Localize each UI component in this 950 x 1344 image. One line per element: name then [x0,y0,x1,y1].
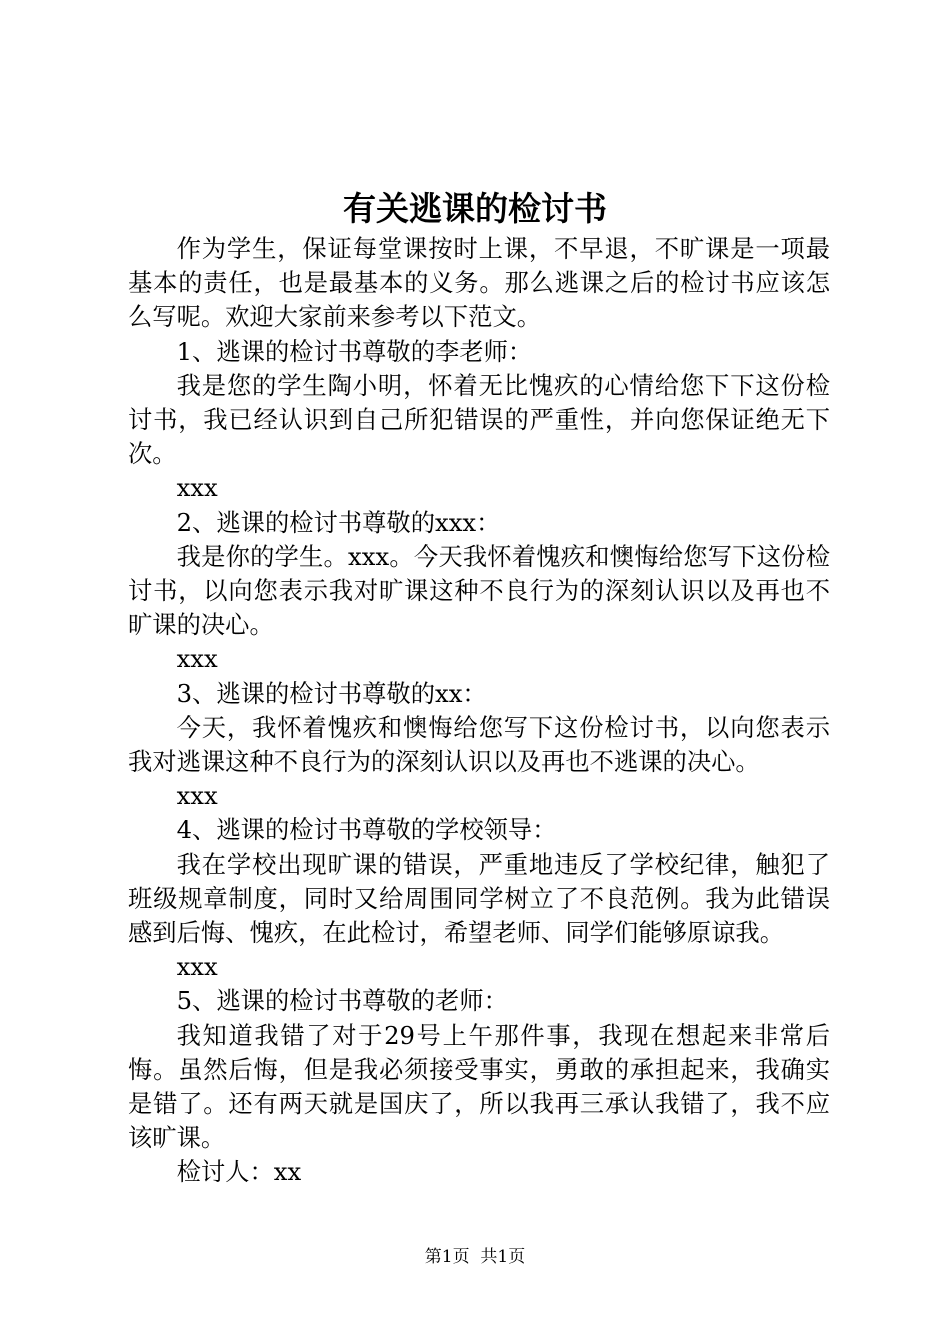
section-heading-2: 2、逃课的检讨书尊敬的xxx： [176,507,501,537]
section-body-4: 我在学校出现旷课的错误，严重地违反了学校纪律，触犯了班级规章制度，同时又给周围同学树立了不良范例。我为此错误感到后悔、愧疚，在此检讨，希望老师、同学们能够原谅我。 [128,849,830,948]
section-heading-5: 5、逃课的检讨书尊敬的老师： [176,986,508,1016]
section-heading-4: 4、逃课的检讨书尊敬的学校领导： [176,815,557,845]
section-heading-3: 3、逃课的检讨书尊敬的xx： [176,678,487,708]
signature-1: xxx [176,473,218,503]
section-body-1: 我是您的学生陶小明，怀着无比愧疚的心情给您下下这份检讨书，我已经认识到自己所犯错误的严重性，并向您保证绝无下次。 [128,370,830,469]
section-heading-1: 1、逃课的检讨书尊敬的李老师： [176,336,533,366]
section-body-3: 今天，我怀着愧疚和懊悔给您写下这份检讨书，以向您表示我对逃课这种不良行为的深刻认识以及再也不逃课的决心。 [128,712,830,777]
document-body [128,232,830,1190]
signature-2: xxx [176,644,218,674]
signature-4: xxx [176,952,218,982]
final-signature: 检讨人：xx [176,1157,302,1187]
page-footer: 第1页 共1页 [424,1247,526,1267]
signature-3: xxx [176,781,218,811]
section-body-2: 我是你的学生。xxx。今天我怀着愧疚和懊悔给您写下这份检讨书，以向您表示我对旷课这种不良行为的深刻认识以及再也不旷课的决心。 [128,541,830,640]
document-title: 有关逃课的检讨书 [343,189,607,228]
section-body-5: 我知道我错了对于29号上午那件事，我现在想起来非常后悔。虽然后悔，但是我必须接受事实，勇敢的承担起来，我确实是错了。还有两天就是国庆了，所以我再三承认我错了，我不应该旷课。 [128,1020,830,1153]
intro-paragraph: 作为学生，保证每堂课按时上课，不早退，不旷课是一项最基本的责任，也是最基本的义务。那么逃课之后的检讨书应该怎么写呢。欢迎大家前来参考以下范文。 [128,234,830,332]
